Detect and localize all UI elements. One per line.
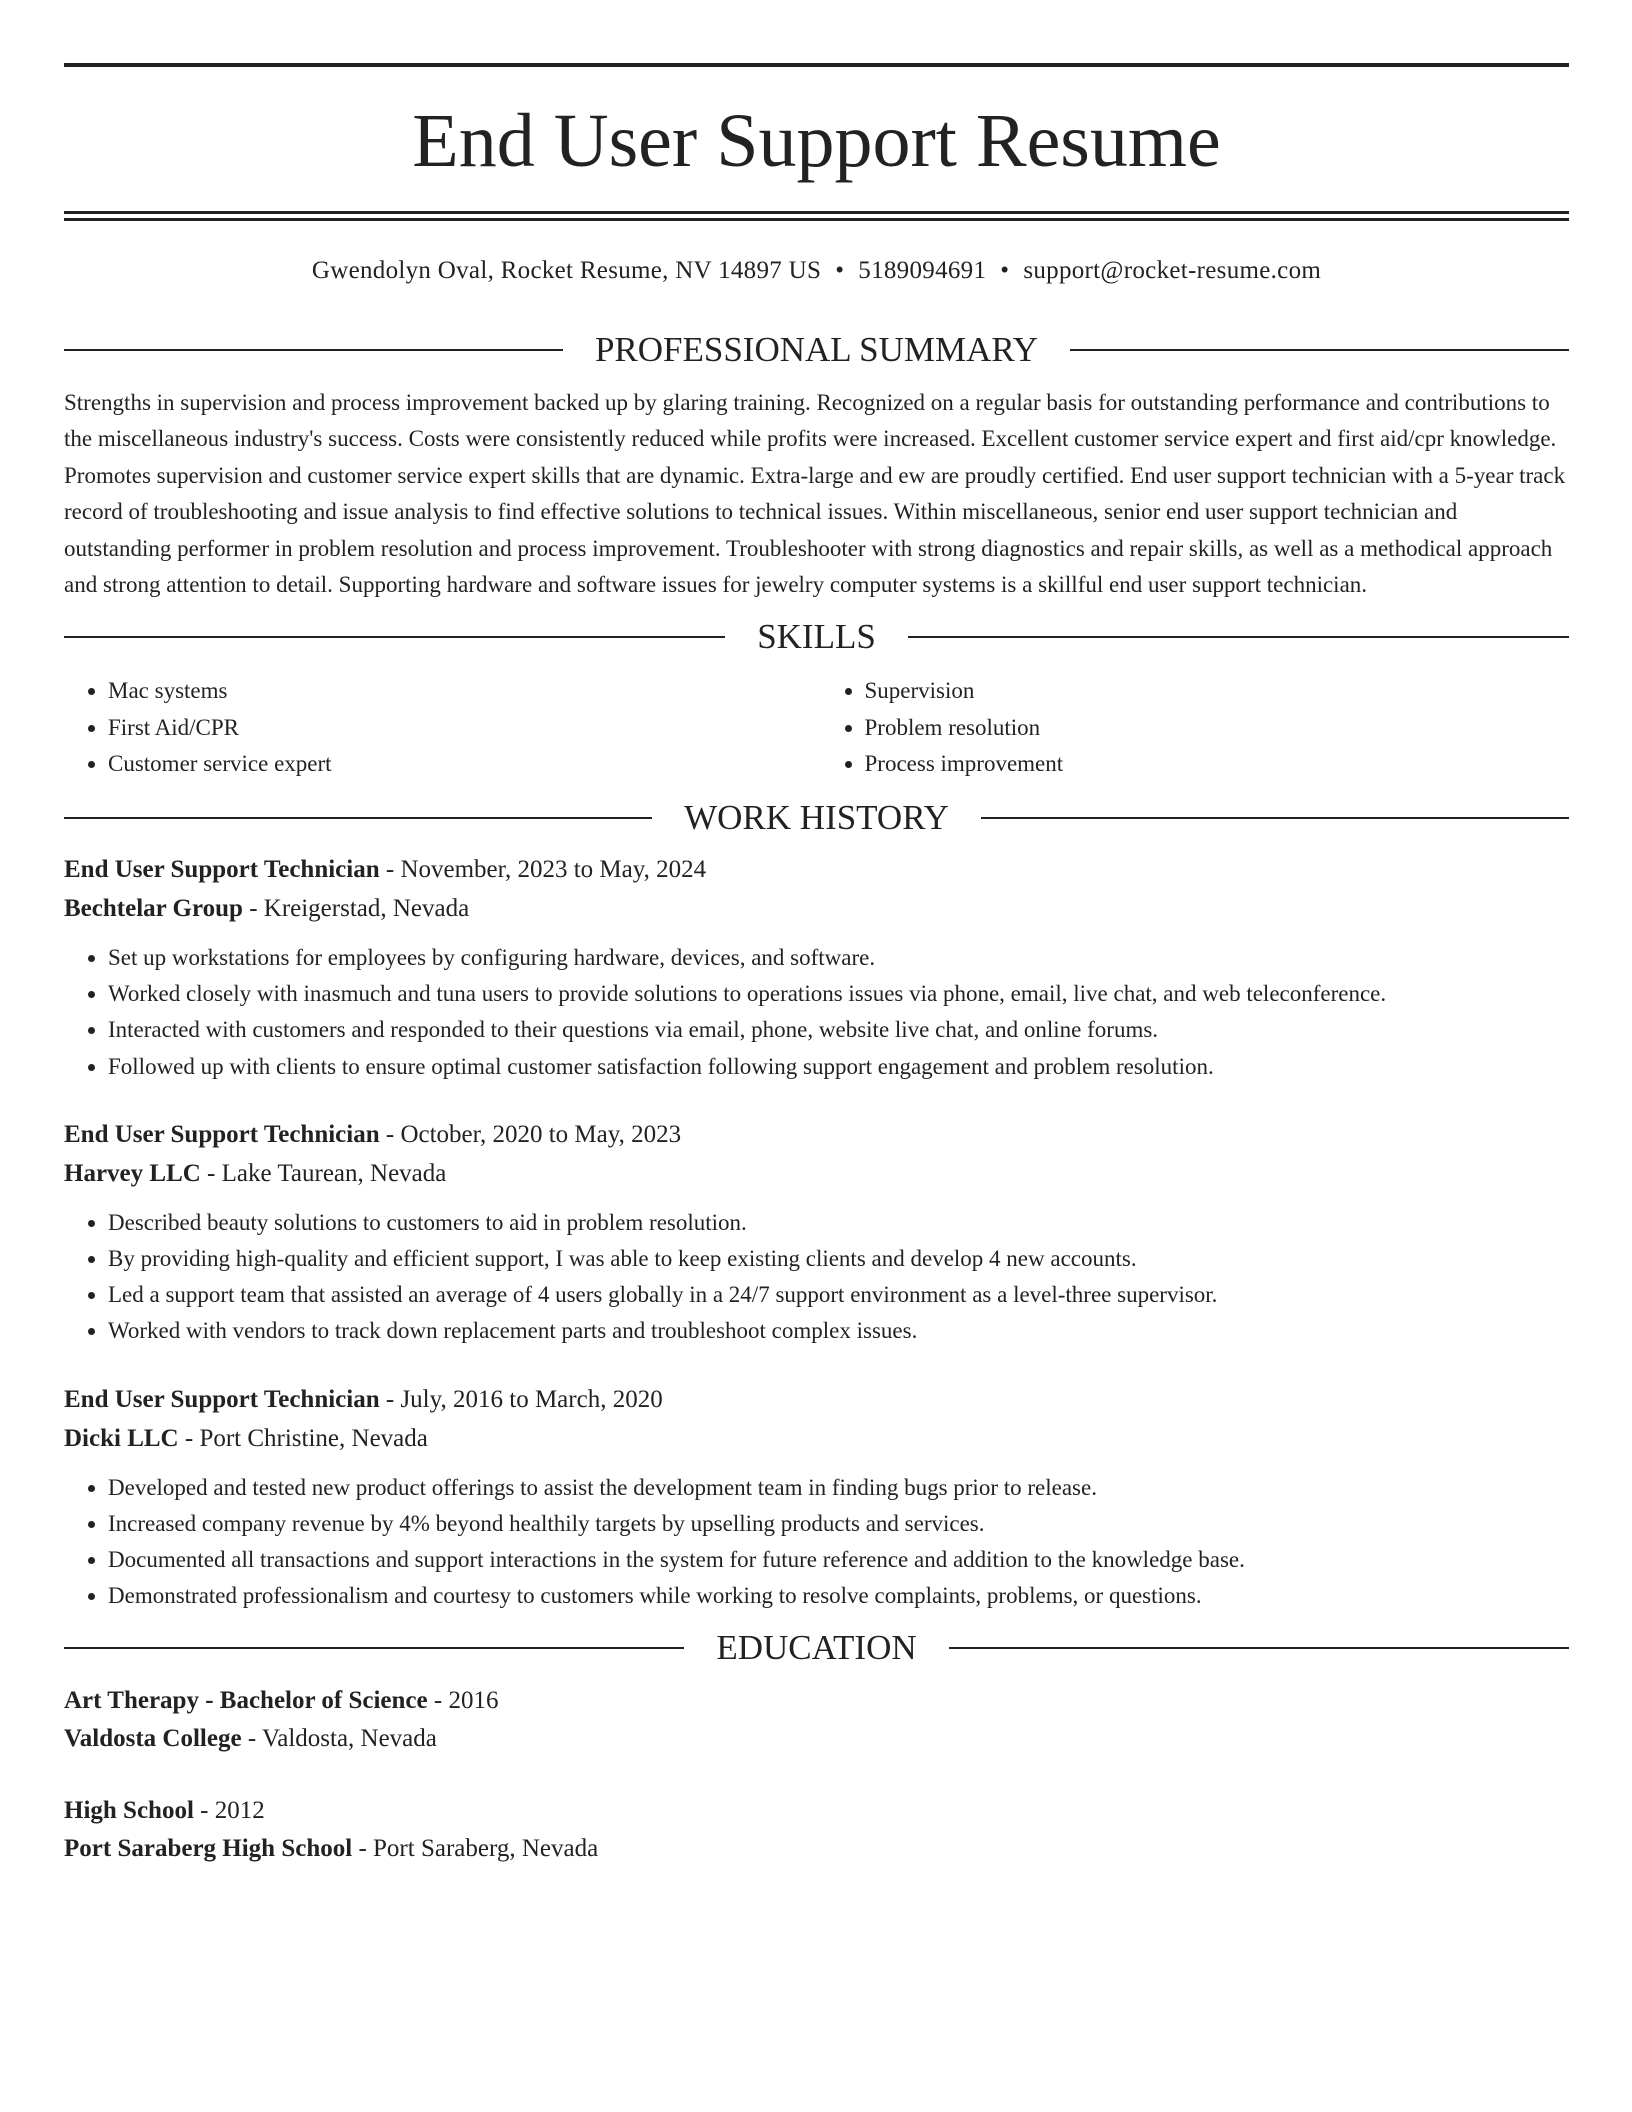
contact-separator: •	[835, 257, 845, 284]
job-location: Port Christine, Nevada	[199, 1424, 428, 1452]
job-location: Kreigerstad, Nevada	[263, 895, 470, 923]
section-rule	[949, 1647, 1569, 1649]
section-rule	[64, 349, 563, 351]
top-rule	[64, 63, 1569, 67]
job-duty: • Documented all transactions and support interactions in the system for future reference and addition to the knowledge base.	[108, 1542, 1569, 1578]
job-duties	[64, 940, 1569, 1085]
education-school-line	[64, 1830, 1569, 1868]
job-title: End User Support Technician	[64, 856, 380, 884]
job-dates: November, 2023 to May, 2024	[400, 856, 707, 884]
skills-column-left	[64, 673, 813, 782]
job-entry	[64, 1380, 1569, 1615]
dash: -	[352, 1835, 374, 1863]
skills-heading: SKILLS	[757, 617, 876, 657]
work-heading: WORK HISTORY	[684, 798, 949, 838]
job-dates: July, 2016 to March, 2020	[400, 1385, 663, 1413]
job-title-line	[64, 850, 1569, 889]
education-entry	[64, 1792, 1569, 1868]
education-location: Port Saraberg, Nevada	[373, 1835, 599, 1863]
section-rule	[1070, 349, 1569, 351]
skills-section-header	[64, 617, 1569, 657]
contact-line	[64, 256, 1569, 286]
job-duty: • Described beauty solutions to customers to aid in problem resolution.	[108, 1205, 1569, 1241]
dash: -	[379, 1385, 401, 1413]
job-title: End User Support Technician	[64, 1120, 380, 1148]
summary-section-header	[64, 330, 1569, 370]
contact-email: support@rocket-resume.com	[1023, 257, 1322, 284]
job-location: Lake Taurean, Nevada	[221, 1159, 447, 1187]
education-degree-line	[64, 1792, 1569, 1830]
dash: -	[427, 1687, 449, 1715]
job-duty: • By providing high-quality and efficient support, I was able to keep existing clients and develop 4 new accounts.	[108, 1241, 1569, 1277]
job-title-line	[64, 1115, 1569, 1154]
work-section-header	[64, 798, 1569, 838]
education-location: Valdosta, Nevada	[261, 1725, 437, 1753]
education-year: 2012	[214, 1797, 265, 1825]
job-duty: • Worked closely with inasmuch and tuna users to provide solutions to operations issues via phone, email, live chat, and web teleconference.	[108, 976, 1569, 1012]
job-company: Dicki LLC	[64, 1424, 179, 1452]
section-rule	[908, 636, 1569, 638]
contact-phone: 5189094691	[858, 257, 987, 284]
dash: -	[242, 895, 264, 923]
job-entry	[64, 850, 1569, 1085]
section-rule	[64, 1647, 684, 1649]
job-company-line	[64, 1419, 1569, 1458]
contact-address: Gwendolyn Oval, Rocket Resume, NV 14897 US	[311, 257, 822, 284]
job-duty: • Worked with vendors to track down replacement parts and troubleshoot complex issues.	[108, 1313, 1569, 1349]
skill-item: • Supervision	[865, 673, 1570, 709]
job-duty: • Set up workstations for employees by configuring hardware, devices, and software.	[108, 940, 1569, 976]
dash: -	[200, 1159, 222, 1187]
education-school-line	[64, 1720, 1569, 1758]
education-heading: EDUCATION	[716, 1628, 917, 1668]
job-dates: October, 2020 to May, 2023	[400, 1120, 682, 1148]
education-school: Port Saraberg High School	[64, 1835, 353, 1863]
section-rule	[981, 817, 1569, 819]
dash: -	[193, 1797, 215, 1825]
skill-item: • Problem resolution	[865, 710, 1570, 746]
dash: -	[379, 856, 401, 884]
job-entry	[64, 1115, 1569, 1350]
job-title-line	[64, 1380, 1569, 1419]
job-duty: • Led a support team that assisted an average of 4 users globally in a 24/7 support environment as a level-three supervisor.	[108, 1277, 1569, 1313]
section-rule	[64, 817, 652, 819]
education-entry	[64, 1682, 1569, 1758]
summary-text: Strengths in supervision and process improvement backed up by glaring training. Recognized on a regular basis for outstanding performance and contributions to the miscellaneous industry's success. Costs were consistently reduced while profits were increased. Excellent customer service expert and first aid/cpr knowledge. Promotes supervision and customer service expert skills that are dynamic. Extra-large and ew are proudly certified. End user support technician with a 5-year track record of troubleshooting and issue analysis to find effective solutions to technical issues. Within miscellaneous, senior end user support technician and outstanding performer in problem resolution and process improvement. Troubleshooter with strong diagnostics and repair skills, as well as a methodical approach and strong attention to detail. Supporting hardware and software issues for jewelry computer systems is a skillful end user support technician.	[64, 390, 1566, 598]
dash: -	[379, 1120, 401, 1148]
education-degree-line	[64, 1682, 1569, 1720]
skills-list	[64, 673, 1569, 782]
skill-item: • Mac systems	[108, 673, 813, 709]
skill-item: • Customer service expert	[108, 746, 813, 782]
title-double-rule	[64, 211, 1569, 221]
job-duty: • Followed up with clients to ensure optimal customer satisfaction following support engagement and problem resolution.	[108, 1049, 1569, 1085]
job-duty: • Developed and tested new product offerings to assist the development team in finding bugs prior to release.	[108, 1470, 1569, 1506]
education-degree: High School	[64, 1797, 194, 1825]
education-year: 2016	[448, 1687, 499, 1715]
dash: -	[241, 1725, 262, 1753]
job-duty: • Demonstrated professionalism and courtesy to customers while working to resolve complaints, problems, or questions.	[108, 1578, 1569, 1614]
job-company-line	[64, 1154, 1569, 1193]
job-company-line	[64, 889, 1569, 928]
job-duties	[64, 1470, 1569, 1615]
skills-column-right	[813, 673, 1570, 782]
resume-title: End User Support Resume	[412, 99, 1221, 183]
education-degree: Art Therapy - Bachelor of Science	[64, 1687, 428, 1715]
job-duty: • Interacted with customers and responded to their questions via email, phone, website live chat, and online forums.	[108, 1012, 1569, 1048]
skill-item: • First Aid/CPR	[108, 710, 813, 746]
job-company: Harvey LLC	[64, 1159, 201, 1187]
education-school: Valdosta College	[64, 1725, 242, 1753]
job-title: End User Support Technician	[64, 1385, 380, 1413]
job-duty: • Increased company revenue by 4% beyond healthily targets by upselling products and services.	[108, 1506, 1569, 1542]
summary-heading: PROFESSIONAL SUMMARY	[594, 330, 1039, 369]
contact-separator: •	[1000, 257, 1010, 284]
job-duties	[64, 1205, 1569, 1350]
section-rule	[64, 636, 725, 638]
education-section-header	[64, 1628, 1569, 1668]
dash: -	[178, 1424, 200, 1452]
job-company: Bechtelar Group	[64, 895, 243, 923]
skill-item: • Process improvement	[865, 746, 1570, 782]
